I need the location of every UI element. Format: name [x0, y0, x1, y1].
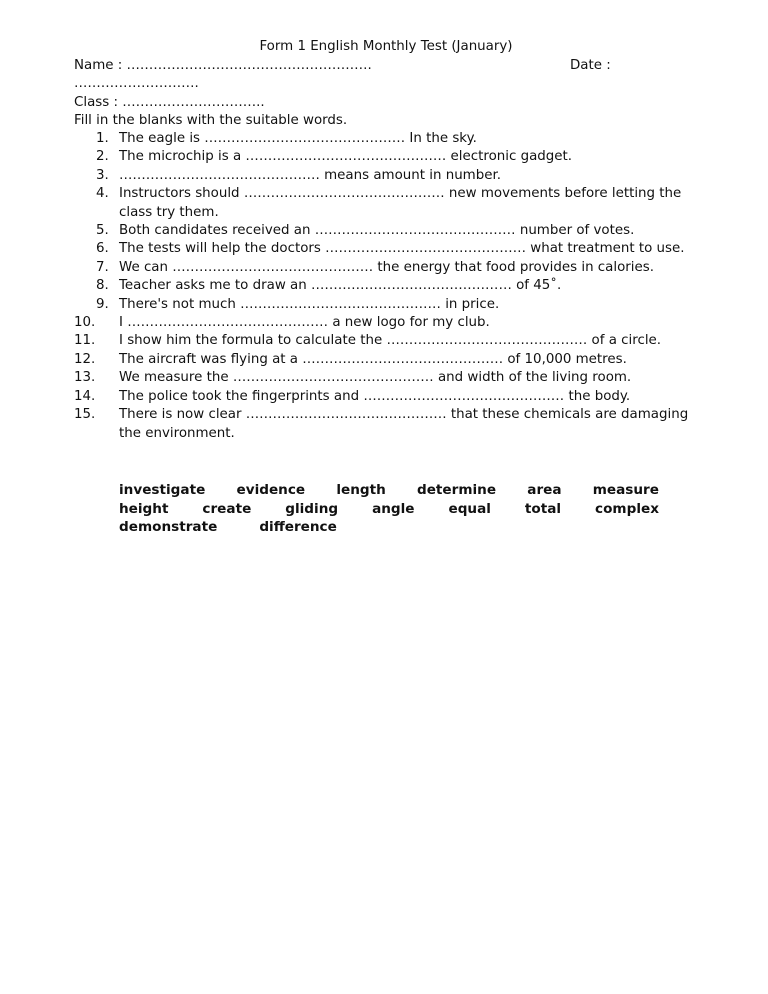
question-number: 7.: [96, 259, 109, 275]
word-bank-word: angle: [372, 500, 415, 517]
word-bank-word: investigate: [119, 482, 206, 498]
question-item: [0, 277, 768, 295]
question-text: The aircraft was flying at a ……………………………………… of 10,000 metres.: [119, 351, 627, 367]
question-item: [0, 388, 768, 406]
question-number: 2.: [96, 149, 109, 165]
name-line: Name : ……………………………………………….: [74, 58, 372, 73]
question-text: Both candidates received an ……………………………………… number of votes.: [119, 223, 635, 239]
question-text: We can ……………………………………… the energy that food provides in calories.: [119, 259, 654, 275]
word-bank-word: complex: [595, 500, 659, 517]
word-bank-word: gliding: [285, 500, 339, 517]
question-item: [0, 222, 768, 240]
date-dots: ……………………….: [74, 76, 199, 91]
word-bank-word: measure: [592, 482, 659, 498]
word-bank-row: [119, 500, 659, 519]
question-number: 14.: [74, 388, 96, 404]
question-number: 3.: [96, 167, 109, 183]
question-item: [0, 148, 768, 166]
question-number: 9.: [96, 296, 109, 312]
question-number: 1.: [96, 131, 109, 146]
question-text: There is now clear ……………………………………… that these chemicals are damaging the environment.: [119, 407, 689, 441]
word-bank-word: length: [336, 482, 386, 498]
question-item: [0, 369, 768, 387]
word-bank-word: height: [119, 500, 169, 517]
question-number: 11.: [74, 333, 96, 349]
question-number: 13.: [74, 370, 96, 386]
question-number: 12.: [74, 351, 96, 367]
question-item: [0, 296, 768, 314]
question-number: 5.: [96, 223, 109, 239]
question-number: 6.: [96, 241, 109, 257]
instruction-text: Fill in the blanks with the suitable words.: [74, 113, 348, 128]
question-text: Instructors should ……………………………………… new movements before letting the class try them.: [119, 186, 682, 220]
question-text: I ……………………………………… a new logo for my club.: [119, 315, 490, 331]
question-item: [0, 240, 768, 258]
word-bank-word: evidence: [236, 482, 306, 498]
question-number: 10.: [74, 315, 96, 331]
page-title: Form 1 English Monthly Test (January): [259, 39, 513, 54]
word-bank-row: [119, 481, 659, 500]
question-text: I show him the formula to calculate the ……………………………………… of a circle.: [119, 333, 662, 349]
word-bank-word: determine: [416, 482, 497, 498]
date-label: Date :: [570, 58, 611, 73]
question-item: [0, 332, 768, 350]
question-number: 15.: [74, 407, 96, 423]
class-line: Class : …………………………..: [74, 95, 265, 110]
question-list: [0, 130, 768, 443]
word-bank-word: area: [527, 482, 562, 498]
question-text: The microchip is a ……………………………………… electronic gadget.: [119, 149, 573, 165]
question-item: [0, 167, 768, 185]
question-item: [0, 259, 768, 277]
question-text: There's not much ……………………………………… in price.: [119, 296, 500, 312]
question-text: The eagle is ……………………………………… In the sky.: [119, 131, 477, 146]
word-bank-word: demonstrate: [119, 519, 218, 535]
word-bank: [119, 481, 659, 537]
word-bank-row: [119, 518, 659, 537]
word-bank-word: equal: [448, 500, 491, 517]
word-bank-word: difference: [259, 519, 337, 535]
question-number: 8.: [96, 278, 109, 294]
question-item: [0, 314, 768, 332]
word-bank-word: create: [202, 500, 252, 517]
question-text: Teacher asks me to draw an ……………………………………… of 45˚.: [119, 278, 562, 294]
question-item: [0, 351, 768, 369]
question-item: [0, 406, 768, 443]
question-number: 4.: [96, 186, 109, 202]
question-text: We measure the ……………………………………… and width of the living room.: [119, 370, 632, 386]
word-bank-word: total: [524, 500, 562, 517]
question-text: The tests will help the doctors ……………………………………… what treatment to use.: [119, 241, 685, 257]
question-text: ……………………………………… means amount in number.: [119, 167, 501, 183]
question-item: [0, 185, 768, 222]
question-item: [0, 130, 768, 148]
question-text: The police took the fingerprints and ……………………………………… the body.: [119, 388, 631, 404]
